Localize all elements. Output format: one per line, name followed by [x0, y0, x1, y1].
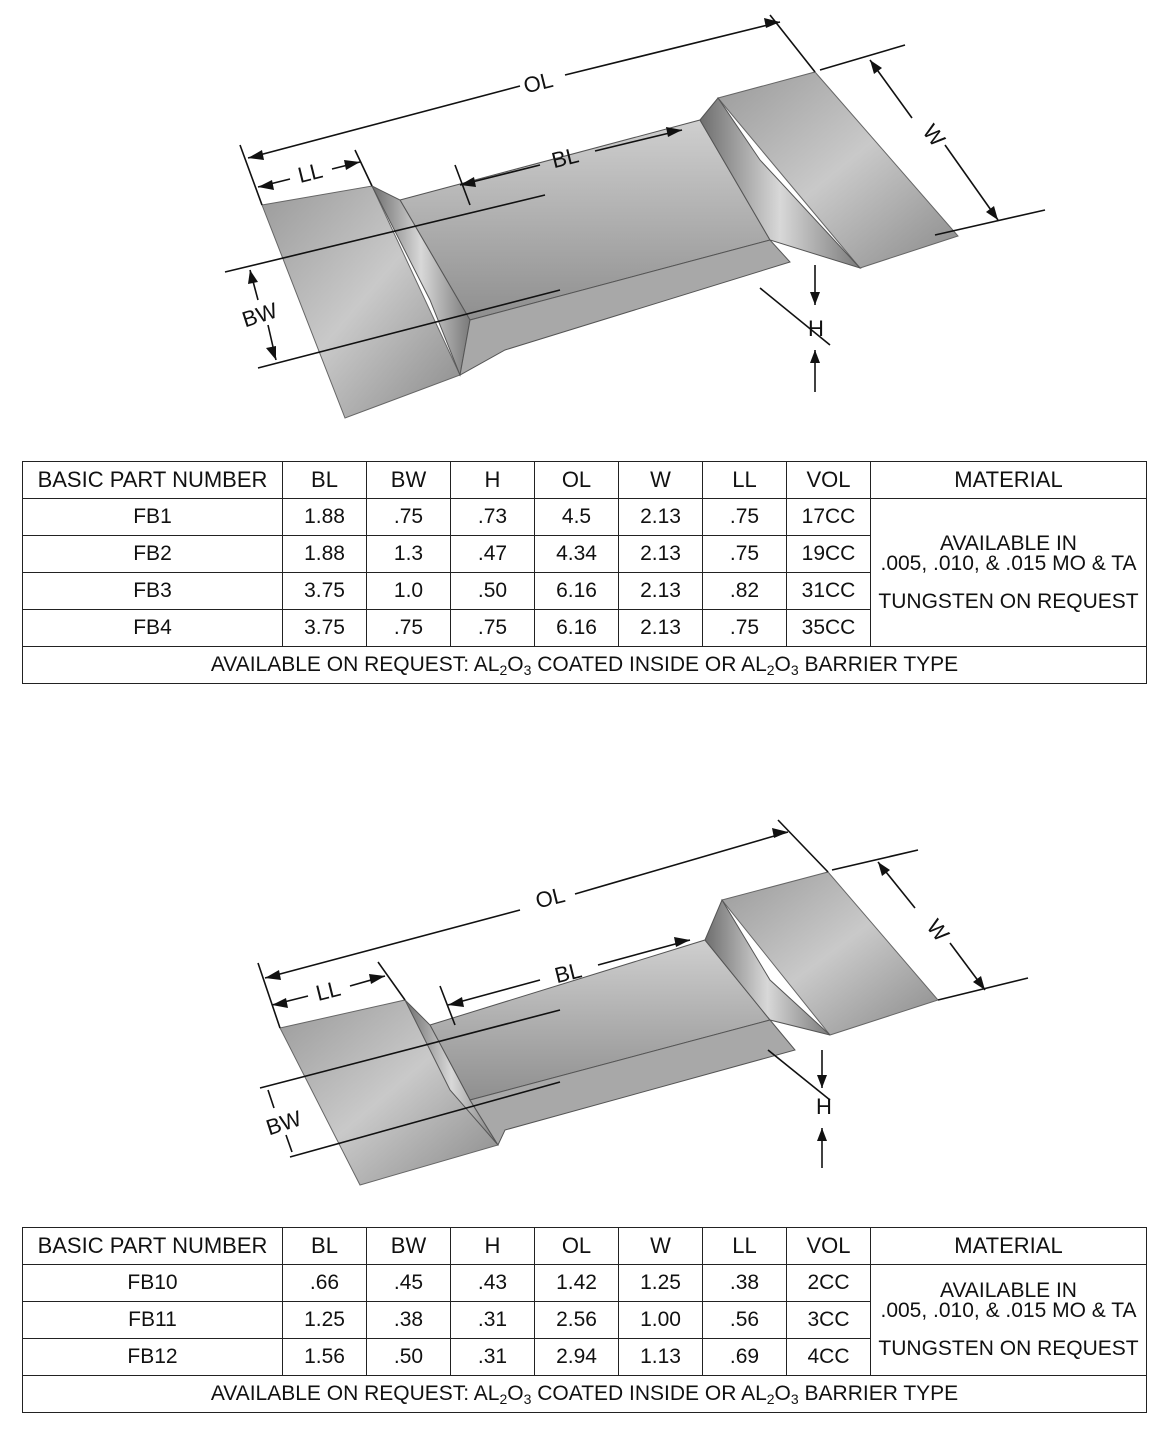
- cell-ol: 2.94: [535, 1339, 619, 1376]
- note-text: COATED INSIDE OR AL: [531, 1382, 767, 1405]
- material-cell: [871, 1265, 1147, 1376]
- note-subscript: 3: [523, 1391, 532, 1407]
- table-row: [23, 499, 1147, 536]
- boat-illustration-1: [0, 0, 1166, 440]
- dim-label-bw: BW: [238, 297, 281, 333]
- material-line-2: .005, .010, & .015 MO & TA: [880, 551, 1137, 575]
- header-bw: BW: [367, 1228, 451, 1265]
- cell-bw: .75: [367, 499, 451, 536]
- header-ol: OL: [535, 1228, 619, 1265]
- cell-part-number: FB11: [23, 1302, 283, 1339]
- note-text: O: [507, 653, 524, 676]
- cell-bw: .38: [367, 1302, 451, 1339]
- cell-part-number: FB10: [23, 1265, 283, 1302]
- header-vol: VOL: [787, 462, 871, 499]
- cell-part-number: FB1: [23, 499, 283, 536]
- cell-vol: 35CC: [787, 610, 871, 647]
- header-bw: BW: [367, 462, 451, 499]
- note-subscript: 2: [766, 662, 775, 678]
- note-text: O: [774, 1382, 791, 1405]
- note-text: O: [507, 1382, 524, 1405]
- cell-ol: 6.16: [535, 610, 619, 647]
- cell-part-number: FB12: [23, 1339, 283, 1376]
- availability-note: [23, 1376, 1147, 1413]
- cell-w: 2.13: [619, 499, 703, 536]
- table-note-row: [23, 1376, 1147, 1413]
- dim-label-bl: BL: [549, 142, 582, 174]
- note-subscript: 2: [499, 662, 508, 678]
- cell-h: .31: [451, 1339, 535, 1376]
- cell-ol: 1.42: [535, 1265, 619, 1302]
- cell-ol: 4.34: [535, 536, 619, 573]
- cell-bw: 1.3: [367, 536, 451, 573]
- material-line-3: TUNGSTEN ON REQUEST: [878, 589, 1139, 613]
- dim-label-bl: BL: [552, 957, 585, 989]
- table-row: [23, 1265, 1147, 1302]
- dim-label-ol: OL: [532, 882, 568, 914]
- header-vol: VOL: [787, 1228, 871, 1265]
- header-h: H: [451, 1228, 535, 1265]
- availability-note: [23, 647, 1147, 684]
- spec-table-1: [22, 461, 1147, 684]
- cell-bw: .75: [367, 610, 451, 647]
- cell-vol: 17CC: [787, 499, 871, 536]
- note-subscript: 3: [790, 662, 799, 678]
- material-line-1: AVAILABLE IN: [940, 1279, 1077, 1302]
- note-subscript: 3: [523, 662, 532, 678]
- cell-ll: .82: [703, 573, 787, 610]
- cell-ll: .75: [703, 536, 787, 573]
- cell-bl: 1.56: [283, 1339, 367, 1376]
- boat-diagram-1: [0, 0, 1166, 440]
- cell-ol: 6.16: [535, 573, 619, 610]
- cell-ol: 4.5: [535, 499, 619, 536]
- dim-label-w: W: [917, 119, 951, 152]
- dim-label-bw: BW: [262, 1105, 305, 1141]
- cell-h: .43: [451, 1265, 535, 1302]
- boat-diagram-2: [0, 800, 1166, 1200]
- cell-w: 1.25: [619, 1265, 703, 1302]
- cell-h: .47: [451, 536, 535, 573]
- cell-w: 2.13: [619, 573, 703, 610]
- header-bl: BL: [283, 462, 367, 499]
- header-material: MATERIAL: [871, 462, 1147, 499]
- cell-bl: 1.25: [283, 1302, 367, 1339]
- note-text: COATED INSIDE OR AL: [531, 653, 767, 676]
- cell-bl: 3.75: [283, 573, 367, 610]
- note-subscript: 3: [790, 1391, 799, 1407]
- header-ol: OL: [535, 462, 619, 499]
- cell-bl: 3.75: [283, 610, 367, 647]
- dim-label-h: H: [816, 1094, 832, 1119]
- material-cell: [871, 499, 1147, 647]
- header-w: W: [619, 462, 703, 499]
- material-line-3: TUNGSTEN ON REQUEST: [878, 1337, 1139, 1360]
- cell-vol: 3CC: [787, 1302, 871, 1339]
- cell-bw: 1.0: [367, 573, 451, 610]
- cell-ll: .75: [703, 499, 787, 536]
- cell-bl: 1.88: [283, 499, 367, 536]
- cell-part-number: FB4: [23, 610, 283, 647]
- cell-bl: .66: [283, 1265, 367, 1302]
- cell-part-number: FB3: [23, 573, 283, 610]
- header-material: MATERIAL: [871, 1228, 1147, 1265]
- note-text: O: [774, 653, 791, 676]
- cell-w: 1.13: [619, 1339, 703, 1376]
- boat-illustration-2: [0, 800, 1166, 1200]
- note-subscript: 2: [499, 1391, 508, 1407]
- cell-bw: .45: [367, 1265, 451, 1302]
- dim-label-h: H: [808, 316, 824, 341]
- note-text: BARRIER TYPE: [798, 653, 959, 676]
- cell-ol: 2.56: [535, 1302, 619, 1339]
- spec-table-2: [22, 1227, 1147, 1413]
- dim-label-w: W: [921, 914, 955, 947]
- header-ll: LL: [703, 462, 787, 499]
- header-basic-part-number: BASIC PART NUMBER: [23, 462, 283, 499]
- cell-h: .50: [451, 573, 535, 610]
- table-header-row: [23, 462, 1147, 499]
- cell-ll: .38: [703, 1265, 787, 1302]
- dim-label-ll: LL: [295, 157, 326, 188]
- header-w: W: [619, 1228, 703, 1265]
- note-subscript: 2: [766, 1391, 775, 1407]
- table-note-row: [23, 647, 1147, 684]
- header-basic-part-number: BASIC PART NUMBER: [23, 1228, 283, 1265]
- cell-w: 2.13: [619, 536, 703, 573]
- cell-bl: 1.88: [283, 536, 367, 573]
- cell-part-number: FB2: [23, 536, 283, 573]
- cell-ll: .75: [703, 610, 787, 647]
- table-header-row: [23, 1228, 1147, 1265]
- cell-bw: .50: [367, 1339, 451, 1376]
- cell-vol: 19CC: [787, 536, 871, 573]
- note-text: AVAILABLE ON REQUEST: AL: [210, 653, 500, 676]
- header-bl: BL: [283, 1228, 367, 1265]
- cell-h: .75: [451, 610, 535, 647]
- dim-label-ll: LL: [313, 975, 344, 1006]
- cell-w: 1.00: [619, 1302, 703, 1339]
- cell-vol: 2CC: [787, 1265, 871, 1302]
- cell-vol: 31CC: [787, 573, 871, 610]
- cell-h: .73: [451, 499, 535, 536]
- header-ll: LL: [703, 1228, 787, 1265]
- header-h: H: [451, 462, 535, 499]
- material-line-2: .005, .010, & .015 MO & TA: [880, 1299, 1137, 1322]
- cell-ll: .69: [703, 1339, 787, 1376]
- material-line-1: AVAILABLE IN: [940, 531, 1077, 555]
- cell-ll: .56: [703, 1302, 787, 1339]
- dim-label-ol: OL: [520, 67, 556, 99]
- note-text: BARRIER TYPE: [798, 1382, 959, 1405]
- cell-h: .31: [451, 1302, 535, 1339]
- note-text: AVAILABLE ON REQUEST: AL: [210, 1382, 500, 1405]
- cell-vol: 4CC: [787, 1339, 871, 1376]
- cell-w: 2.13: [619, 610, 703, 647]
